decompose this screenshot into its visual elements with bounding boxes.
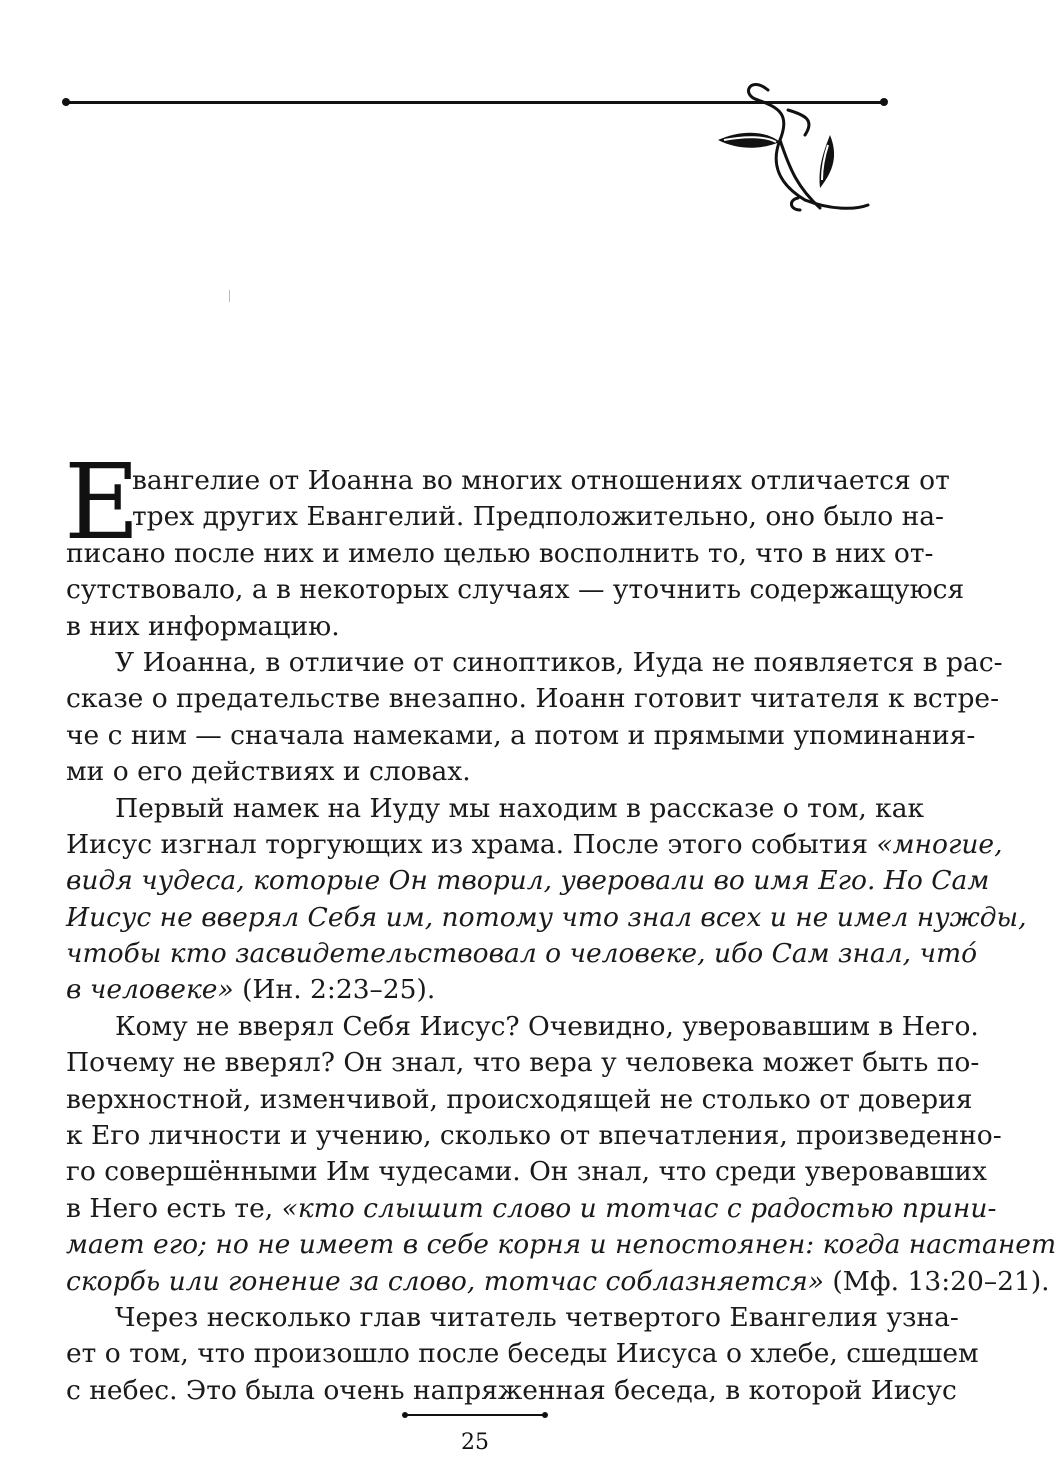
paragraph-1 [64,441,965,645]
text-run: Иисус изгнал торгующих из храма. После этого события [66,828,877,860]
text-line: с небес. Это была очень напряженная беседа, в которой Иисус [66,1374,957,1406]
quote-run: чтобы кто засвидетельствовал о человеке, ибо Сам знал, что́ [66,938,978,970]
paragraph-2 [66,645,1003,791]
citation: (Ин. 2:23–25). [233,974,436,1006]
footer-rule [405,1414,545,1416]
quote-run: «многие, [876,828,1003,860]
text-line [66,863,990,899]
text-line: че с ним — сначала намеками, а потом и прямыми упоминания- [66,719,976,751]
text-line: трех других Евангелий. Предположительно, оно было на- [132,501,945,533]
text-line: вангелие от Иоанна во многих отношениях отличается от [132,465,950,496]
paragraph-3 [66,791,1027,1009]
text-line: верхностной, изменчивой, происходящей не столько от доверия [66,1083,973,1115]
citation: (Мф. 13:20–21). [824,1265,1050,1297]
text-run: в Него есть те, [66,1192,282,1224]
text-line [66,1191,997,1227]
quote-run: «кто слышит слово и тотчас с радостью прини- [281,1192,997,1224]
text-line: Первый намек на Иуду мы находим в рассказе о том, как [115,792,925,824]
text-line: сутствовало, а в некоторых случаях — уточнить содержащуюся [66,574,965,606]
text-line: ми о его действиях и словах. [66,756,471,788]
body-text [64,441,1056,1409]
stray-mark [229,290,230,302]
paragraph-5 [66,1300,979,1409]
text-line: ет о том, что произошло после беседы Иисуса о хлебе, сшедшем [66,1338,979,1370]
quote-run: видя чудеса, которые Он творил, уверовали во имя Его. Но Сам [66,865,990,897]
text-line: У Иоанна, в отличие от синоптиков, Иуда не появляется в рас- [115,646,1003,678]
quote-run: в человеке» [66,974,234,1006]
quote-run: Иисус не вверял Себя им, потому что знал всех и не имел нужды, [66,901,1027,933]
text-line [66,900,1027,936]
text-line: к Его личности и учению, сколько от впечатления, произведенно- [66,1120,1002,1152]
page-number: 25 [461,1430,489,1455]
text-line: в них информацию. [66,610,340,642]
paragraph-4 [66,1009,1056,1300]
text-line: Почему не вверял? Он знал, что вера у человека может быть по- [66,1047,980,1079]
text-line [66,827,1003,863]
quote-run: мает его; но не имеет в себе корня и непостоянен: когда настанет [66,1229,1056,1261]
text-line: Кому не вверял Себя Иисус? Очевидно, уверовавшим в Него. [115,1010,979,1042]
text-line [66,972,886,1008]
text-line: го совершёнными Им чудесами. Он знал, что среди уверовавших [66,1156,987,1188]
drop-cap: Е [64,441,140,563]
text-line [66,1227,1056,1263]
quote-run: скорбь или гонение за слово, тотчас соблазняется» [66,1265,824,1297]
text-line [66,1264,1050,1300]
text-line: писано после них и имело целью восполнить то, что в них от- [66,537,934,569]
text-line: Через несколько глав читатель четвертого Евангелия узна- [115,1301,959,1333]
text-line: сказе о предательстве внезапно. Иоанн готовит читателя к встре- [66,683,1000,715]
floral-ornament-icon [710,70,880,220]
text-line [66,936,978,972]
